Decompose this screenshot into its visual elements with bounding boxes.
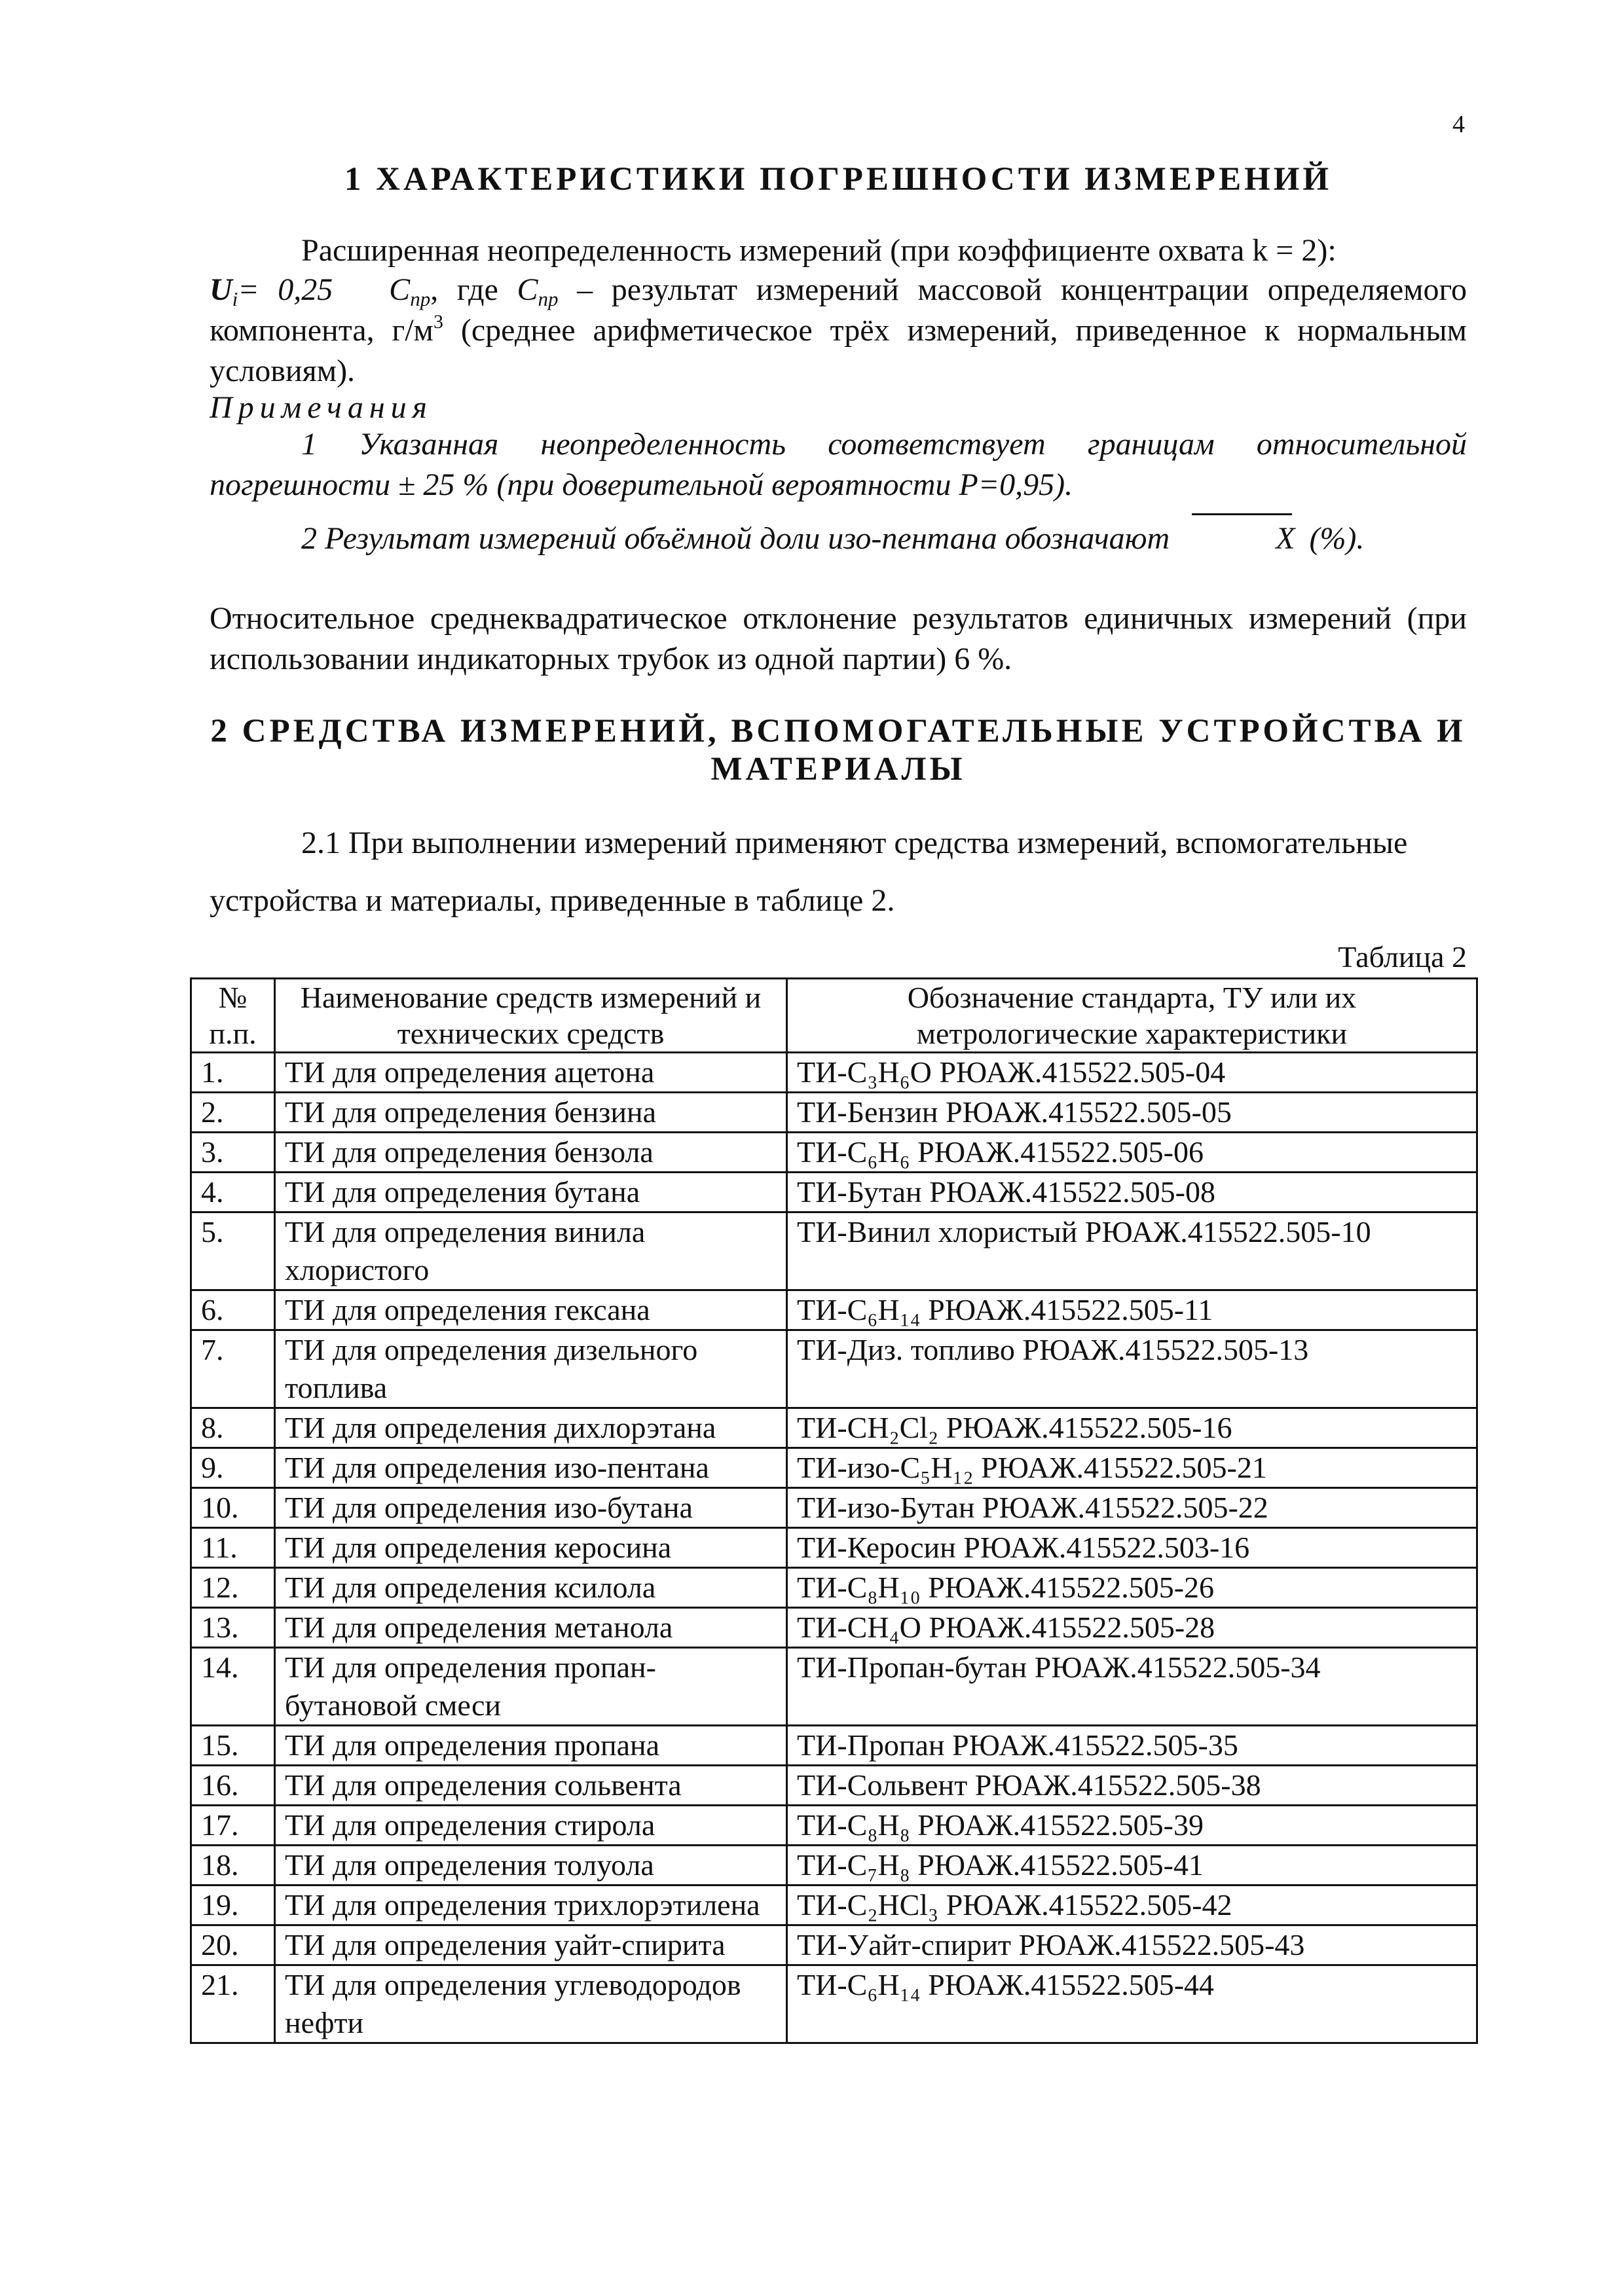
row-number: 2. (191, 1093, 275, 1133)
formula-c-sub: пр (410, 287, 431, 310)
row-number: 17. (191, 1806, 275, 1846)
formula-c2-sub: пр (538, 287, 559, 310)
header-number: № п.п. (191, 979, 275, 1053)
row-number: 20. (191, 1925, 275, 1965)
notes-title-text: Примечания (210, 390, 433, 425)
row-spec: ТИ-C₆H₁₄ РЮАЖ.415522.505-11 (787, 1290, 1477, 1330)
section-2-heading-line-1: 2 СРЕДСТВА ИЗМЕРЕНИЙ, ВСПОМОГАТЕЛЬНЫЕ УСТРОЙСТВА И (210, 713, 1466, 750)
row-spec: ТИ-C₆H₆ РЮАЖ.415522.505-06 (787, 1133, 1477, 1173)
row-name: ТИ для определения ацетона (275, 1053, 787, 1093)
row-name: ТИ для определения трихлорэтилена (275, 1886, 787, 1925)
row-name: ТИ для определения дизельного топлива (275, 1330, 787, 1408)
row-spec: ТИ-Пропан-бутан РЮАЖ.415522.505-34 (787, 1648, 1477, 1726)
row-name: ТИ для определения толуола (275, 1846, 787, 1886)
table-row (191, 1925, 1477, 1965)
row-number: 10. (191, 1488, 275, 1528)
row-name: ТИ для определения изо-пентана (275, 1448, 787, 1488)
page-number: 4 (1452, 111, 1465, 138)
table-row (191, 1448, 1477, 1488)
row-number: 11. (191, 1528, 275, 1568)
row-name: ТИ для определения метанола (275, 1608, 787, 1648)
table-row (191, 1886, 1477, 1925)
table-row (191, 1528, 1477, 1568)
row-number: 19. (191, 1886, 275, 1925)
uncertainty-formula (210, 270, 1467, 392)
notes-title (210, 388, 1467, 428)
table-row (191, 1806, 1477, 1846)
row-spec: ТИ-Бутан РЮАЖ.415522.505-08 (787, 1173, 1477, 1212)
row-number: 5. (191, 1212, 275, 1290)
row-number: 3. (191, 1133, 275, 1173)
row-number: 4. (191, 1173, 275, 1212)
header-spec: Обозначение стандарта, ТУ или их метрологические характеристики (787, 979, 1477, 1053)
table-row (191, 1290, 1477, 1330)
table-row (191, 1726, 1477, 1766)
row-number: 1. (191, 1053, 275, 1093)
row-name: ТИ для определения бутана (275, 1173, 787, 1212)
table-row (191, 1212, 1477, 1290)
formula-where: , где (430, 272, 498, 307)
row-number: 8. (191, 1408, 275, 1448)
table-row (191, 1093, 1477, 1133)
row-number: 6. (191, 1290, 275, 1330)
table-row (191, 1648, 1477, 1726)
row-name: ТИ для определения пропан-бутановой смеси (275, 1648, 787, 1726)
table-row (191, 1173, 1477, 1212)
table-row (191, 1330, 1477, 1408)
row-spec: ТИ-C₃H₆O РЮАЖ.415522.505-04 (787, 1053, 1477, 1093)
row-spec: ТИ-CH₂Cl₂ РЮАЖ.415522.505-16 (787, 1408, 1477, 1448)
note-2 (210, 519, 1467, 559)
row-spec: ТИ-изо-C₅H₁₂ РЮАЖ.415522.505-21 (787, 1448, 1477, 1488)
row-spec: ТИ-Пропан РЮАЖ.415522.505-35 (787, 1726, 1477, 1766)
section-2-para-line-2: устройства и материалы, приведенные в таблице 2. (210, 883, 895, 918)
table-row (191, 1568, 1477, 1608)
row-name: ТИ для определения стирола (275, 1806, 787, 1846)
row-number: 14. (191, 1648, 275, 1726)
row-spec: ТИ-Сольвент РЮАЖ.415522.505-38 (787, 1766, 1477, 1806)
note-2-suffix: (%). (1309, 521, 1365, 556)
formula-c2: C (517, 272, 538, 307)
formula-u: U (210, 272, 232, 307)
header-name: Наименование средств измерений и технических средств (275, 979, 787, 1053)
row-name: ТИ для определения винила хлористого (275, 1212, 787, 1290)
row-name: ТИ для определения изо-бутана (275, 1488, 787, 1528)
table-row (191, 1053, 1477, 1093)
row-spec: ТИ-C₈H₈ РЮАЖ.415522.505-39 (787, 1806, 1477, 1846)
row-name: ТИ для определения пропана (275, 1726, 787, 1766)
section-2-heading-line-2: МАТЕРИАЛЫ (710, 751, 966, 788)
note-2-prefix: 2 Результат измерений объёмной доли изо-пентана обозначают (301, 521, 1170, 556)
row-number: 21. (191, 1965, 275, 2043)
row-name: ТИ для определения керосина (275, 1528, 787, 1568)
formula-sup: 3 (433, 311, 443, 333)
rsd-paragraph: Относительное среднеквадратическое отклонение результатов единичных измерений (при использовании индикаторных трубок из одной партии) 6 %. (210, 601, 1467, 676)
row-name: ТИ для определения ксилола (275, 1568, 787, 1608)
row-number: 7. (191, 1330, 275, 1408)
formula-text-2: (среднее арифметическое трёх измерений, приведенное к нормальным условиям). (210, 313, 1467, 388)
row-name: ТИ для определения бензина (275, 1093, 787, 1133)
section-2-para-line-1: 2.1 При выполнении измерений применяют средства измерений, вспомогательные (301, 826, 1408, 860)
table-row (191, 1488, 1477, 1528)
formula-eq: = 0,25 (238, 272, 333, 307)
row-spec: ТИ-изо-Бутан РЮАЖ.415522.505-22 (787, 1488, 1477, 1528)
row-spec: ТИ-C₂HCl₃ РЮАЖ.415522.505-42 (787, 1886, 1477, 1925)
section-1-heading: 1 ХАРАКТЕРИСТИКИ ПОГРЕШНОСТИ ИЗМЕРЕНИЙ (344, 161, 1333, 198)
row-number: 16. (191, 1766, 275, 1806)
row-name: ТИ для определения углеводородов нефти (275, 1965, 787, 2043)
note-2-symbol: X (1177, 519, 1301, 559)
row-spec: ТИ-Бензин РЮАЖ.415522.505-05 (787, 1093, 1477, 1133)
row-spec: ТИ-CH₄O РЮАЖ.415522.505-28 (787, 1608, 1477, 1648)
table-row (191, 1846, 1477, 1886)
row-number: 9. (191, 1448, 275, 1488)
row-spec: ТИ-Винил хлористый РЮАЖ.415522.505-10 (787, 1212, 1477, 1290)
table-row (191, 1965, 1477, 2043)
row-spec: ТИ-C₈H₁₀ РЮАЖ.415522.505-26 (787, 1568, 1477, 1608)
formula-c: C (389, 272, 411, 307)
table-header-row (191, 979, 1477, 1053)
row-number: 13. (191, 1608, 275, 1648)
row-name: ТИ для определения уайт-спирита (275, 1925, 787, 1965)
row-number: 12. (191, 1568, 275, 1608)
row-number: 18. (191, 1846, 275, 1886)
row-spec: ТИ-Уайт-спирит РЮАЖ.415522.505-43 (787, 1925, 1477, 1965)
row-spec: ТИ-Керосин РЮАЖ.415522.503-16 (787, 1528, 1477, 1568)
table-caption: Таблица 2 (1338, 940, 1467, 974)
table-row (191, 1608, 1477, 1648)
row-name: ТИ для определения сольвента (275, 1766, 787, 1806)
uncertainty-intro: Расширенная неопределенность измерений (при коэффициенте охвата k = 2): (301, 233, 1337, 268)
row-spec: ТИ-Диз. топливо РЮАЖ.415522.505-13 (787, 1330, 1477, 1408)
formula-text-1: – результат измерений массовой концентрации определяемого компонента, г/м (210, 272, 1467, 348)
equipment-table (190, 977, 1478, 2044)
row-name: ТИ для определения бензола (275, 1133, 787, 1173)
table-row (191, 1408, 1477, 1448)
row-spec: ТИ-C₆H₁₄ РЮАЖ.415522.505-44 (787, 1965, 1477, 2043)
table-row (191, 1133, 1477, 1173)
row-spec: ТИ-C₇H₈ РЮАЖ.415522.505-41 (787, 1846, 1477, 1886)
row-name: ТИ для определения дихлорэтана (275, 1408, 787, 1448)
row-name: ТИ для определения гексана (275, 1290, 787, 1330)
table-row (191, 1766, 1477, 1806)
note-1: 1 Указанная неопределенность соответствует границам относительной погрешности ± 25 % (при доверительной вероятности P=0,95). (210, 427, 1467, 502)
row-number: 15. (191, 1726, 275, 1766)
formula-u-sub: i (232, 287, 238, 310)
